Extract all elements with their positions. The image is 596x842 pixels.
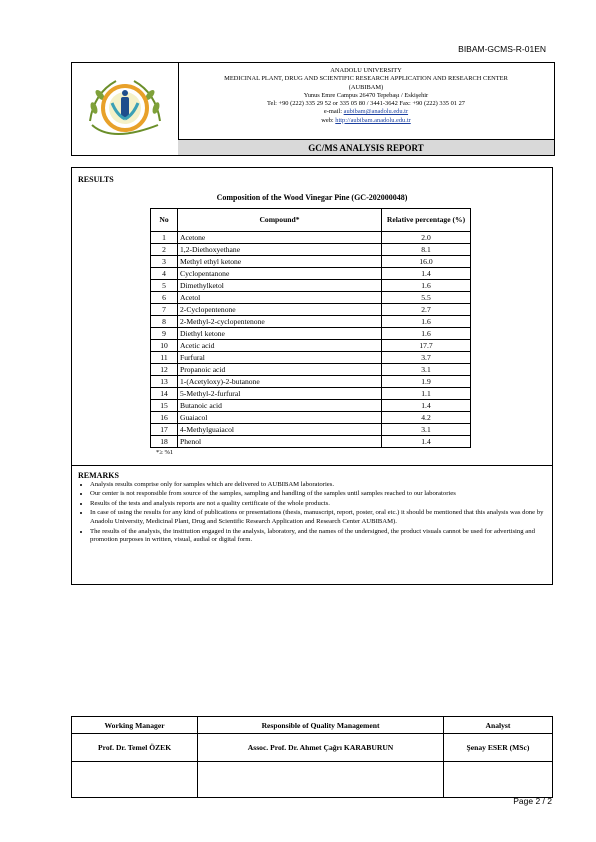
- table-row: [151, 364, 471, 376]
- cell-compound: Acetic acid: [178, 340, 382, 352]
- table-row: [151, 424, 471, 436]
- table-row: [151, 304, 471, 316]
- column-header-no: No: [151, 209, 178, 232]
- table-row: [151, 388, 471, 400]
- phone-fax: Tel: +90 (222) 335 29 52 or 335 05 80 / 3441-3642 Fax: +90 (222) 335 01 27: [267, 100, 465, 108]
- signature-name-analyst: Şenay ESER (MSc): [443, 734, 552, 762]
- remark-item: • Analysis results comprise only for samples which are delivered to AUBIBAM laboratories.: [90, 481, 548, 490]
- cell-no: 7: [151, 304, 178, 316]
- aubibam-logo: [72, 63, 179, 155]
- cell-percentage: 1.6: [382, 316, 471, 328]
- results-label: RESULTS: [78, 175, 114, 184]
- column-header-percentage: Relative percentage (%): [382, 209, 471, 232]
- composition-title: Composition of the Wood Vinegar Pine (GC-202000048): [216, 193, 408, 202]
- cell-percentage: 3.7: [382, 352, 471, 364]
- cell-no: 6: [151, 292, 178, 304]
- cell-percentage: 17.7: [382, 340, 471, 352]
- web-line: web: http://aubibam.anadolu.edu.tr: [321, 116, 411, 124]
- cell-percentage: 1.9: [382, 376, 471, 388]
- cell-no: 12: [151, 364, 178, 376]
- remark-item: • In case of using the results for any kind of publications or presentations (thesis, manuscript, report, poster, oral etc.) it should be mentioned that this analysis was done by Anadolu University, Medicinal Plant, Drug and Scientific Research Application and Research Center AUBIBAM).: [90, 509, 548, 526]
- cell-no: 4: [151, 268, 178, 280]
- composition-table: [150, 208, 471, 448]
- remark-item: • Our center is not responsible from source of the samples, sampling and handling of the samples until samples reached to our laboratories: [90, 490, 548, 499]
- signature-name-working-manager: Prof. Dr. Temel ÖZEK: [72, 734, 198, 762]
- cell-compound: Acetol: [178, 292, 382, 304]
- remark-item: • The results of the analysis, the institution engaged in the analysis, laboratory, and the names of the undersigned, the product visuals cannot be used for advertising and promotion purposes in written, visual, audial or digital form.: [90, 528, 548, 545]
- cell-no: 3: [151, 256, 178, 268]
- signature-name-quality-management: Assoc. Prof. Dr. Ahmet Çağrı KARABURUN: [198, 734, 444, 762]
- cell-no: 5: [151, 280, 178, 292]
- table-row: [151, 280, 471, 292]
- report-title: GC/MS ANALYSIS REPORT: [178, 139, 554, 155]
- email-link[interactable]: aubibam@anadolu.edu.tr: [343, 108, 409, 116]
- cell-no: 15: [151, 400, 178, 412]
- cell-compound: Phenol: [178, 436, 382, 448]
- cell-percentage: 3.1: [382, 424, 471, 436]
- signature-header-analyst: Analyst: [443, 717, 552, 734]
- page-number: Page 2 / 2: [513, 796, 552, 806]
- cell-percentage: 8.1: [382, 244, 471, 256]
- remarks-list: [78, 481, 548, 545]
- center-name: MEDICINAL PLANT, DRUG AND SCIENTIFIC RESEARCH APPLICATION AND RESEARCH CENTER: [224, 75, 508, 83]
- cell-no: 2: [151, 244, 178, 256]
- cell-compound: Diethyl ketone: [178, 328, 382, 340]
- remark-item: • Results of the tests and analysis reports are not a quality certificate of the whole products.: [90, 500, 548, 509]
- table-row: [151, 352, 471, 364]
- cell-compound: Dimethylketol: [178, 280, 382, 292]
- signature-box-working-manager: [72, 762, 198, 798]
- document-code: BIBAM-GCMS-R-01EN: [458, 44, 546, 54]
- cell-compound: 2-Methyl-2-cyclopentenone: [178, 316, 382, 328]
- table-row: [151, 292, 471, 304]
- table-row: [151, 400, 471, 412]
- cell-percentage: 1.4: [382, 268, 471, 280]
- cell-compound: Guaiacol: [178, 412, 382, 424]
- table-row: [151, 412, 471, 424]
- cell-percentage: 1.4: [382, 400, 471, 412]
- cell-compound: 1,2-Diethoxyethane: [178, 244, 382, 256]
- remarks-label: REMARKS: [78, 471, 119, 480]
- table-row: [151, 436, 471, 448]
- cell-compound: 4-Methylguaiacol: [178, 424, 382, 436]
- cell-percentage: 16.0: [382, 256, 471, 268]
- cell-no: 10: [151, 340, 178, 352]
- cell-compound: Cyclopentanone: [178, 268, 382, 280]
- cell-compound: Furfural: [178, 352, 382, 364]
- cell-no: 1: [151, 232, 178, 244]
- table-row: [151, 316, 471, 328]
- university-name: ANADOLU UNIVERSITY: [330, 67, 402, 74]
- signature-header-working-manager: Working Manager: [72, 717, 198, 734]
- cell-percentage: 4.2: [382, 412, 471, 424]
- cell-percentage: 3.1: [382, 364, 471, 376]
- cell-percentage: 1.6: [382, 280, 471, 292]
- signature-table: [71, 716, 553, 798]
- table-row: [151, 340, 471, 352]
- table-row: [151, 232, 471, 244]
- cell-percentage: 1.1: [382, 388, 471, 400]
- cell-compound: Acetone: [178, 232, 382, 244]
- cell-compound: 1-(Acetyloxy)-2-butanone: [178, 376, 382, 388]
- cell-compound: 5-Methyl-2-furfural: [178, 388, 382, 400]
- cell-no: 14: [151, 388, 178, 400]
- cell-no: 8: [151, 316, 178, 328]
- table-row: [151, 256, 471, 268]
- cell-no: 17: [151, 424, 178, 436]
- cell-percentage: 5.5: [382, 292, 471, 304]
- table-row: [151, 244, 471, 256]
- cell-percentage: 2.0: [382, 232, 471, 244]
- cell-no: 18: [151, 436, 178, 448]
- column-header-compound: Compound*: [178, 209, 382, 232]
- address: Yunus Emre Campus 26470 Tepebaşı / Eskişehir: [303, 91, 429, 99]
- cell-no: 9: [151, 328, 178, 340]
- cell-compound: Butanoic acid: [178, 400, 382, 412]
- signature-box-analyst: [443, 762, 552, 798]
- cell-compound: Propanoic acid: [178, 364, 382, 376]
- cell-no: 11: [151, 352, 178, 364]
- cell-percentage: 1.6: [382, 328, 471, 340]
- center-abbrev: (AUBIBAM): [348, 83, 384, 91]
- cell-no: 16: [151, 412, 178, 424]
- cell-no: 13: [151, 376, 178, 388]
- report-header: [71, 62, 555, 156]
- table-footnote: *≥ %1: [156, 449, 174, 456]
- cell-compound: 2-Cyclopentenone: [178, 304, 382, 316]
- cell-percentage: 1.4: [382, 436, 471, 448]
- email-line: e-mail: aubibam@anadolu.edu.tr: [323, 108, 409, 116]
- signature-header-quality-management: Responsible of Quality Management: [198, 717, 444, 734]
- results-section: [71, 167, 553, 466]
- cell-compound: Methyl ethyl ketone: [178, 256, 382, 268]
- signature-box-quality-management: [198, 762, 444, 798]
- institution-info: [178, 63, 554, 139]
- cell-percentage: 2.7: [382, 304, 471, 316]
- web-link[interactable]: http://aubibam.anadolu.edu.tr: [335, 116, 411, 124]
- table-row: [151, 268, 471, 280]
- remarks-section: [71, 466, 553, 585]
- table-row: [151, 328, 471, 340]
- table-row: [151, 376, 471, 388]
